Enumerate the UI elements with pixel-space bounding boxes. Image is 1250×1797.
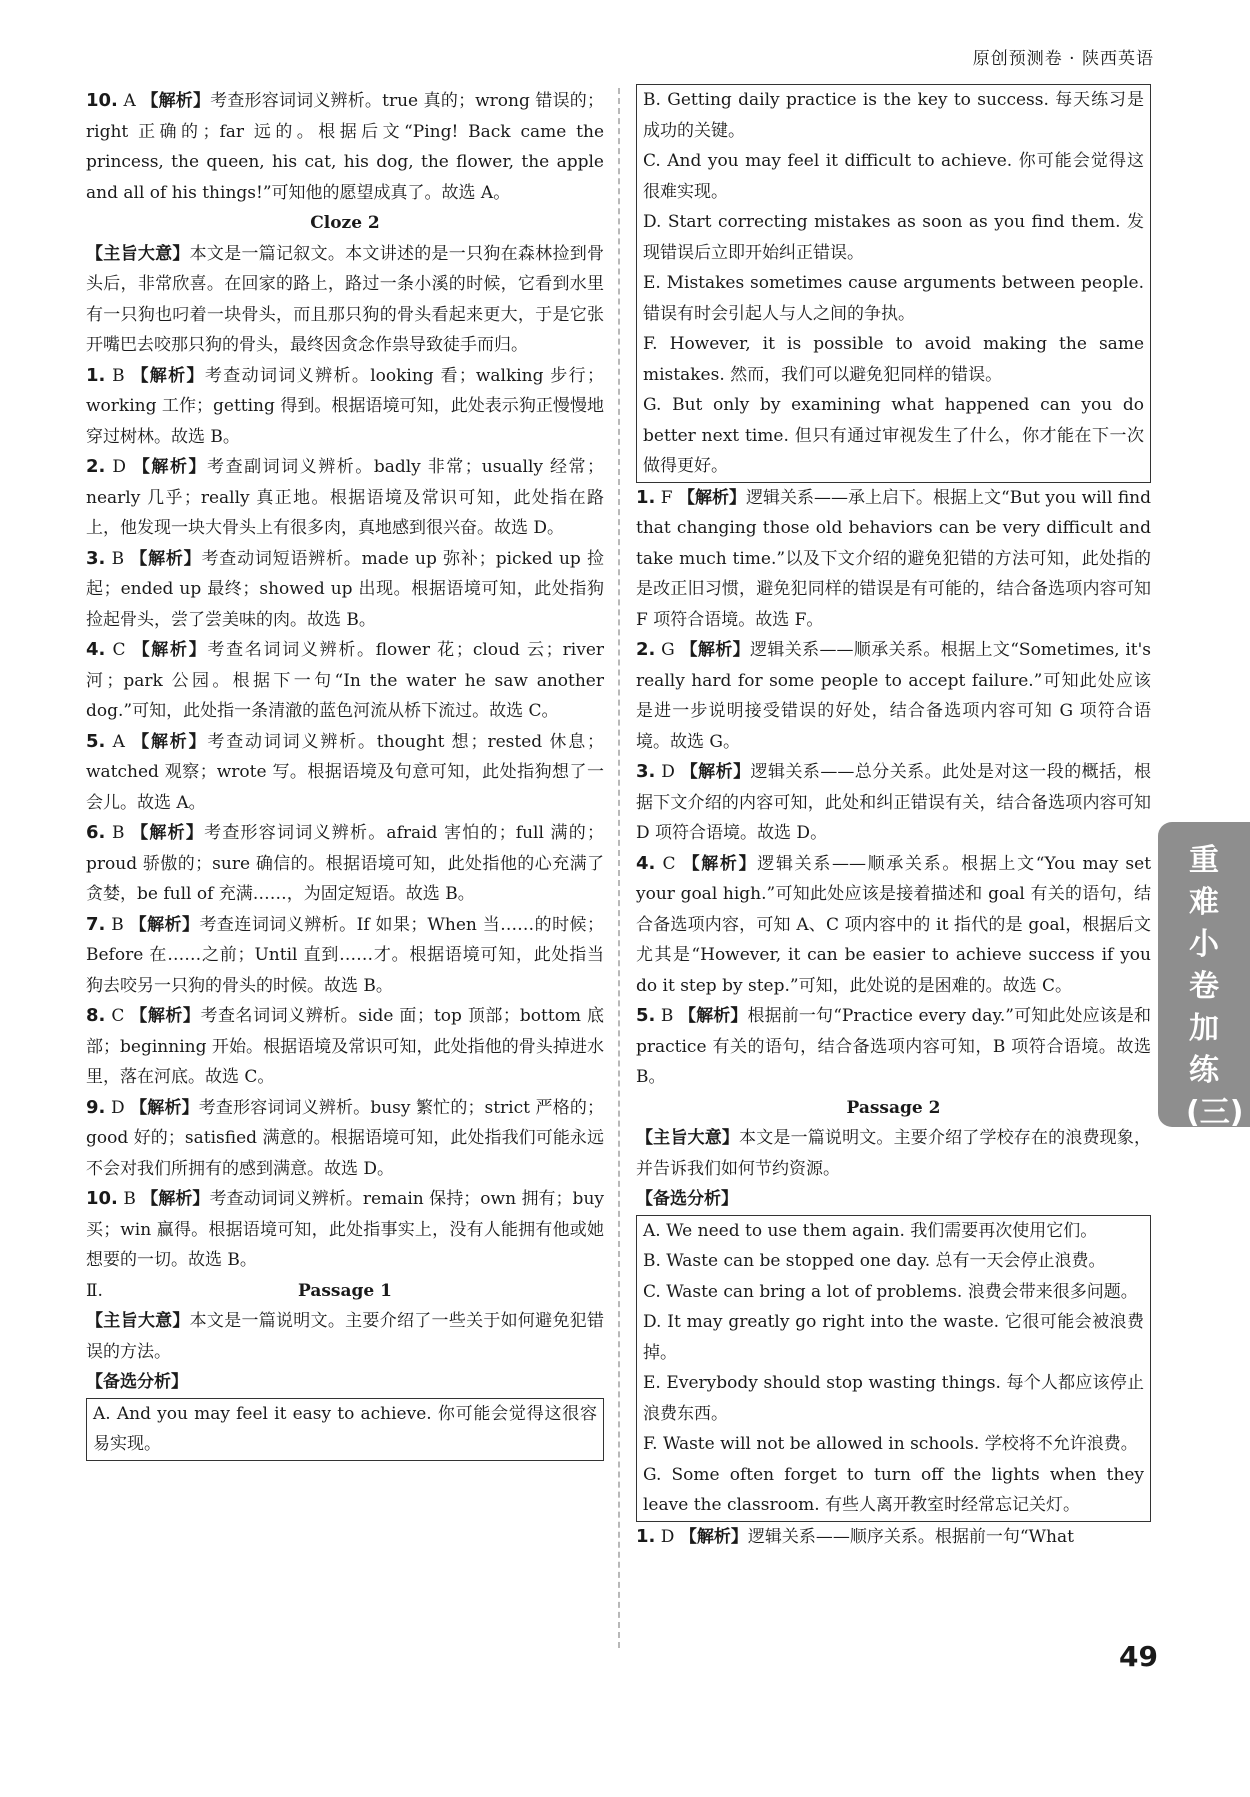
passage2-options-box (636, 1215, 1151, 1522)
option-item: A. We need to use them again. 我们需要再次使用它们。 (643, 1220, 1098, 1241)
item-number: 1. (86, 364, 106, 386)
answer-item (636, 1522, 1151, 1553)
side-tab-label: 重难小卷加练(三) (1186, 843, 1244, 1130)
analysis-label: 【解析】 (130, 1097, 199, 1118)
item-number: 4. (86, 639, 106, 660)
item-answer: D (661, 762, 675, 782)
analysis-label: 【解析】 (132, 457, 208, 477)
item-number: 1. (636, 486, 656, 508)
side-section-tab (1158, 822, 1250, 1130)
answer-item (636, 1001, 1151, 1093)
left-column (86, 86, 604, 1461)
answer-item (86, 544, 604, 636)
item-answer: D (660, 1526, 675, 1547)
passage2-options-label: 【备选分析】 (636, 1189, 738, 1209)
item-number: 4. (636, 852, 656, 874)
answer-item (86, 452, 604, 544)
analysis-text: 逻辑关系——顺序关系。根据前一句“What (747, 1526, 1074, 1547)
answer-item (86, 635, 604, 727)
option-item: C. Waste can bring a lot of problems. 浪费会带来很多问题。 (643, 1281, 1138, 1302)
analysis-label: 【解析】 (130, 1006, 201, 1026)
option-item: A. And you may feel it easy to achieve. 你可能会觉得这很容易实现。 (93, 1403, 597, 1454)
cloze2-summary (86, 239, 604, 361)
passage1-heading (86, 1276, 604, 1307)
answer-item (636, 849, 1151, 1002)
answer-item (86, 1184, 604, 1276)
passage1-options-label: 【备选分析】 (86, 1372, 188, 1392)
passage1-answer-list (636, 483, 1151, 1093)
analysis-label: 【解析】 (141, 1189, 210, 1209)
summary-text: 本文是一篇记叙文。本文讲述的是一只狗在森林捡到骨头后，非常欣喜。在回家的路上，路过一条小溪的时候，它看到水里有一只狗也叼着一块骨头，而且那只狗的骨头看起来更大，于是它张开嘴巴去咬那只狗的骨头，最终因贪念作祟导致徒手而归。 (86, 243, 605, 355)
analysis-label: 【解析】 (141, 91, 211, 111)
analysis-text: 逻辑关系——顺承关系。根据上文“You may set your goal high.”可知此处应该是接着描述和 goal 有关的语句，结合备选项内容，可知 A、C 项内容中的 it 指代的是 goal，根据后文尤其是“However, it can be easier to achieve success if you do it step by step.”可知，此处说的是困难的。故选 C。 (636, 853, 1152, 996)
item-answer: F (660, 487, 673, 508)
item-answer: B (111, 914, 124, 935)
analysis-label: 【解析】 (682, 853, 758, 874)
option-item: E. Everybody should stop wasting things. 每个人都应该停止浪费东西。 (643, 1373, 1144, 1424)
analysis-label: 【解析】 (129, 914, 200, 935)
analysis-label: 【解析】 (680, 762, 751, 782)
option-item: B. Waste can be stopped one day. 总有一天会停止浪费。 (643, 1251, 1106, 1271)
item-number: 6. (86, 822, 106, 843)
item-answer: D (110, 1097, 125, 1118)
analysis-text: 根据前一句“Practice every day.”可知此处应该是和 practice 有关的语句，结合备选项内容可知，B 项符合语境。故选 B。 (636, 1006, 1152, 1087)
analysis-label: 【解析】 (130, 548, 202, 569)
analysis-label: 【解析】 (132, 640, 208, 660)
answer-item (86, 818, 604, 910)
item-answer: B (660, 1006, 674, 1026)
item-answer: B (123, 1189, 136, 1209)
item-number: 9. (86, 1096, 106, 1118)
item-answer: B (112, 365, 125, 386)
item-number: 8. (86, 1005, 106, 1026)
option-item: C. And you may feel it difficult to achieve. 你可能会觉得这很难实现。 (643, 151, 1144, 202)
item-answer: A (123, 91, 136, 111)
analysis-text: 考查名词词义辨析。side 面；top 顶部；bottom 底部；beginning 开始。根据语境及常识可知，此处指他的骨头掉进水里，落在河底。故选 C。 (86, 1006, 605, 1087)
answer-item (86, 727, 604, 819)
item-answer: A (112, 731, 125, 752)
analysis-text: 考查形容词词义辨析。afraid 害怕的；full 满的；proud 骄傲的；sure 确信的。根据语境可知，此处指他的心充满了贪婪，be full of 充满……，为固定短语。故选 B。 (86, 823, 604, 904)
item-number: 7. (86, 913, 106, 935)
cloze2-answer-list (86, 361, 604, 1276)
analysis-text: 考查形容词词义辨析。busy 繁忙的；strict 严格的；good 好的；satisfied 满意的。根据语境可知，此处指我们可能永远不会对我们所拥有的感到满意。故选 D。 (86, 1097, 604, 1179)
passage1-title: Passage 1 (298, 1280, 392, 1301)
analysis-label: 【解析】 (677, 487, 746, 508)
passage1-options-box-start (86, 1398, 604, 1461)
analysis-label: 【解析】 (679, 1526, 748, 1547)
option-item: E. Mistakes sometimes cause arguments between people. 错误有时会引起人与人之间的争执。 (643, 273, 1144, 324)
item-answer: B (112, 823, 125, 843)
item-number: 10. (86, 1188, 118, 1209)
passage1-options-box-cont (636, 84, 1151, 483)
summary-text: 本文是一篇说明文。主要介绍了学校存在的浪费现象，并告诉我们如何节约资源。 (636, 1128, 1152, 1179)
passage1-summary (86, 1306, 604, 1367)
item-number: 3. (86, 547, 106, 569)
answer-item (86, 86, 604, 208)
item-number: 5. (86, 730, 106, 752)
item-number: 2. (86, 456, 106, 477)
analysis-text: 考查动词短语辨析。made up 弥补；picked up 捡起；ended up 最终；showed up 出现。根据语境可知，此处指狗捡起骨头，尝了尝美味的肉。故选 B。 (86, 548, 605, 630)
summary-text: 本文是一篇说明文。主要介绍了一些关于如何避免犯错误的方法。 (86, 1311, 605, 1362)
option-item: G. But only by examining what happened can you do better next time. 但只有通过审视发生了什么，你才能在下一次做得更好。 (643, 395, 1144, 476)
item-answer: B (111, 548, 125, 569)
answer-item (86, 1001, 604, 1093)
answer-item (636, 635, 1151, 757)
passage2-summary (636, 1123, 1151, 1184)
option-item: D. Start correcting mistakes as soon as you find them. 发现错误后立即开始纠正错误。 (643, 212, 1144, 263)
item-number: 5. (636, 1005, 656, 1026)
item-answer: G (661, 640, 675, 660)
analysis-text: 逻辑关系——承上启下。根据上文“But you will find that changing those old behaviors can be very difficult and take much time.”以及下文介绍的避免犯错的方法可知，此处指的是改正旧习惯，避免犯同样的错误是有可能的，结合备选项内容可知 F 项符合语境。故选 F。 (636, 487, 1152, 630)
item-number: 10. (86, 90, 118, 111)
option-item: F. However, it is possible to avoid making the same mistakes. 然而，我们可以避免犯同样的错误。 (643, 334, 1144, 385)
analysis-text: 逻辑关系——顺承关系。根据上文“Sometimes, it's really hard for some people to accept failure.”可知此处应该是进一步说明接受错误的好处，结合备选项内容可知 G 项符合语境。故选 G。 (636, 640, 1152, 752)
page-header: 原创预测卷 · 陕西英语 (972, 49, 1154, 69)
analysis-text: 考查形容词词义辨析。true 真的；wrong 错误的；right 正确的；far 远的。根据后文“Ping! Back came the princess, the queen, his cat, his dog, the flower, the apple and all of his things!”可知他的愿望成真了。故选 A。 (86, 91, 605, 203)
analysis-text: 考查连词词义辨析。If 如果；When 当……的时候；Before 在……之前；Until 直到……才。根据语境可知，此处指当狗去咬另一只狗的骨头的时候。故选 B。 (86, 914, 605, 996)
analysis-text: 考查名词词义辨析。flower 花；cloud 云；river 河；park 公园。根据下一句“In the water he saw another dog.”可知，此处指一条清澈的蓝色河流从桥下流过。故选 C。 (86, 640, 605, 721)
page-number: 49 (1119, 1640, 1158, 1673)
analysis-text: 逻辑关系——总分关系。此处是对这一段的概括，根据下文介绍的内容可知，此处和纠正错误有关，结合备选项内容可知 D 项符合语境。故选 D。 (636, 762, 1152, 843)
passage2-title: Passage 2 (846, 1097, 941, 1118)
item-answer: C (662, 853, 676, 874)
right-column (636, 86, 1151, 1552)
summary-label: 【主旨大意】 (636, 1128, 740, 1148)
option-item: B. Getting daily practice is the key to success. 每天练习是成功的关键。 (643, 90, 1144, 141)
analysis-label: 【解析】 (131, 365, 205, 386)
answer-item (86, 1093, 604, 1185)
summary-label: 【主旨大意】 (86, 1311, 190, 1331)
analysis-label: 【解析】 (678, 1006, 748, 1026)
answer-item (636, 483, 1151, 636)
option-item: F. Waste will not be allowed in schools. 学校将不允许浪费。 (643, 1434, 1138, 1454)
answer-item (86, 910, 604, 1002)
column-divider (618, 88, 620, 1648)
cloze2-title: Cloze 2 (310, 213, 380, 233)
item-answer: C (112, 640, 126, 660)
analysis-label: 【解析】 (131, 823, 205, 843)
analysis-text: 考查动词词义辨析。looking 看；walking 步行；working 工作；getting 得到。根据语境可知，此处表示狗正慢慢地穿过树林。故选 B。 (86, 365, 605, 447)
option-item: D. It may greatly go right into the waste. 它很可能会被浪费掉。 (643, 1312, 1144, 1363)
answer-item (636, 757, 1151, 849)
analysis-text: 考查动词词义辨析。thought 想；rested 休息；watched 观察；wrote 写。根据语境及句意可知，此处指狗想了一会儿。故选 A。 (86, 731, 605, 813)
item-number: 3. (636, 761, 656, 782)
item-answer: D (112, 457, 126, 477)
option-item: G. Some often forget to turn off the lights when they leave the classroom. 有些人离开教室时经常忘记关灯。 (643, 1464, 1144, 1515)
item-number: 1. (636, 1525, 656, 1547)
analysis-text: 考查副词词义辨析。badly 非常；usually 经常；nearly 几乎；really 真正地。根据语境及常识可知，此处指在路上，他发现一块大骨头上有很多肉，真地感到很兴奋。故选 D。 (86, 457, 605, 538)
item-answer: C (111, 1006, 125, 1026)
analysis-text: 考查动词词义辨析。remain 保持；own 拥有；buy 买；win 赢得。根据语境可知，此处指事实上，没有人能拥有他或她想要的一切。故选 B。 (86, 1189, 604, 1270)
answer-item (86, 361, 604, 453)
analysis-label: 【解析】 (680, 640, 751, 660)
summary-label: 【主旨大意】 (86, 243, 190, 264)
analysis-label: 【解析】 (132, 731, 208, 752)
section-number: Ⅱ. (86, 1280, 103, 1301)
item-number: 2. (636, 639, 656, 660)
